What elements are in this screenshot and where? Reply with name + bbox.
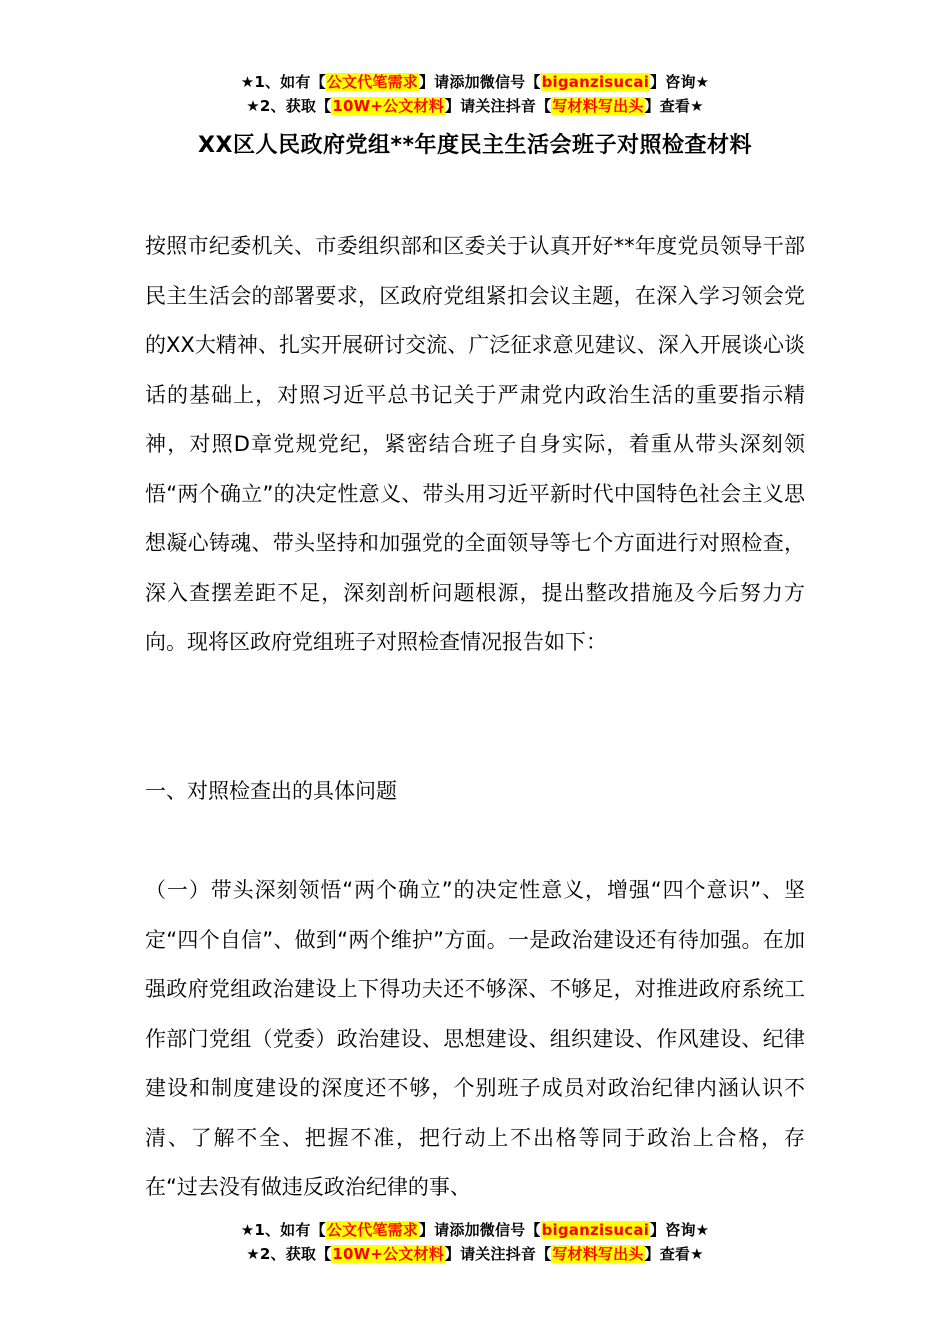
section-heading: 一、对照检查出的具体问题 xyxy=(145,779,397,803)
header-banner xyxy=(0,70,950,118)
banner-highlight: 10W+公文材料 xyxy=(332,1245,444,1263)
banner-highlight: 10W+公文材料 xyxy=(332,97,444,115)
banner-line-2: ★2、获取【10W+公文材料】请关注抖音【写材料写出头】查看★ xyxy=(246,1245,704,1263)
banner-highlight: 写材料写出头 xyxy=(552,1245,644,1263)
document-title: XX区人民政府党组**年度民主生活会班子对照检查材料 xyxy=(198,133,752,158)
footer-banner xyxy=(0,1218,950,1266)
banner-highlight: 写材料写出头 xyxy=(552,97,644,115)
banner-highlight: 公文代笔需求 xyxy=(326,1221,418,1239)
banner-line-2: ★2、获取【10W+公文材料】请关注抖音【写材料写出头】查看★ xyxy=(246,97,704,115)
section-paragraph: （一）带头深刻领悟“两个确立”的决定性意义，增强“四个意识”、坚定“四个自信”、做到“两个维护”方面。一是政治建设还有待加强。在加强政府党组政治建设上下得功夫还不够深、不够足，对推进政府系统工作部门党组（党委）政治建设、思想建设、组织建设、作风建设、纪律建设和制度建设的深度还不够，个别班子成员对政治纪律内涵认识不清、了解不全、把握不准，把行动上不出格等同于政治上合格，存在“过去没有做违反政治纪律的事、 xyxy=(145,878,805,1199)
banner-highlight: biganzisucai xyxy=(541,73,650,91)
banner-line-1: ★1、如有【公文代笔需求】请添加微信号【biganzisucai】咨询★ xyxy=(240,1221,710,1239)
banner-highlight: biganzisucai xyxy=(541,1221,650,1239)
intro-paragraph: 按照市纪委机关、市委组织部和区委关于认真开好**年度党员领导干部民主生活会的部署要求，区政府党组紧扣会议主题，在深入学习领会党的XX大精神、扎实开展研讨交流、广泛征求意见建议、深入开展谈心谈话的基础上，对照习近平总书记关于严肃党内政治生活的重要指示精神，对照D章党规党纪，紧密结合班子自身实际，着重从带头深刻领悟“两个确立”的决定性意义、带头用习近平新时代中国特色社会主义思想凝心铸魂、带头坚持和加强党的全面领导等七个方面进行对照检查，深入查摆差距不足，深刻剖析问题根源，提出整改措施及今后努力方向。现将区政府党组班子对照检查情况报告如下： xyxy=(145,234,805,654)
banner-line-1: ★1、如有【公文代笔需求】请添加微信号【biganzisucai】咨询★ xyxy=(240,73,710,91)
banner-highlight: 公文代笔需求 xyxy=(326,73,418,91)
